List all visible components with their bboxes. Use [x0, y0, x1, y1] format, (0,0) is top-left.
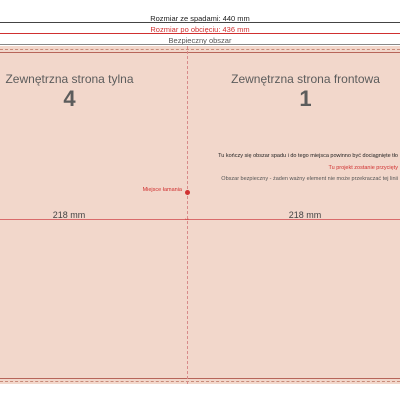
safe-line-bottom [0, 381, 400, 382]
front-panel-title: Zewnętrzna strona frontowa [231, 72, 380, 86]
back-panel-width: 218 mm [52, 210, 86, 220]
trim-line-bottom [0, 378, 400, 379]
fold-arrow-icon: ↔ [184, 216, 190, 222]
bleed-size-line [0, 22, 400, 23]
safe-line-top [0, 49, 400, 50]
bleed-note: Tu kończy się obszar spadu i do tego miejsca powinno być dociągnięte tło [218, 153, 398, 159]
safe-note: Obszar bezpieczny - żaden ważny element nie może przekraczać tej linii [221, 176, 398, 182]
safe-area-label: Bezpieczny obszar [168, 36, 232, 45]
trim-note: Tu projekt zostanie przycięty [328, 165, 398, 171]
safe-area-line [0, 44, 400, 45]
trim-size-label: Rozmiar po obcięciu: 436 mm [150, 25, 250, 34]
trim-line-top [0, 52, 400, 53]
bleed-size-label: Rozmiar ze spadami: 440 mm [150, 14, 250, 23]
back-panel-number: 4 [63, 86, 76, 111]
front-panel-number: 1 [299, 86, 312, 111]
fold-label: Miejsce łamania [142, 187, 182, 193]
back-panel-title: Zewnętrzna strona tylna [5, 72, 134, 86]
trim-size-line [0, 33, 400, 34]
front-panel-width: 218 mm [288, 210, 322, 220]
fold-marker-dot [185, 190, 190, 195]
